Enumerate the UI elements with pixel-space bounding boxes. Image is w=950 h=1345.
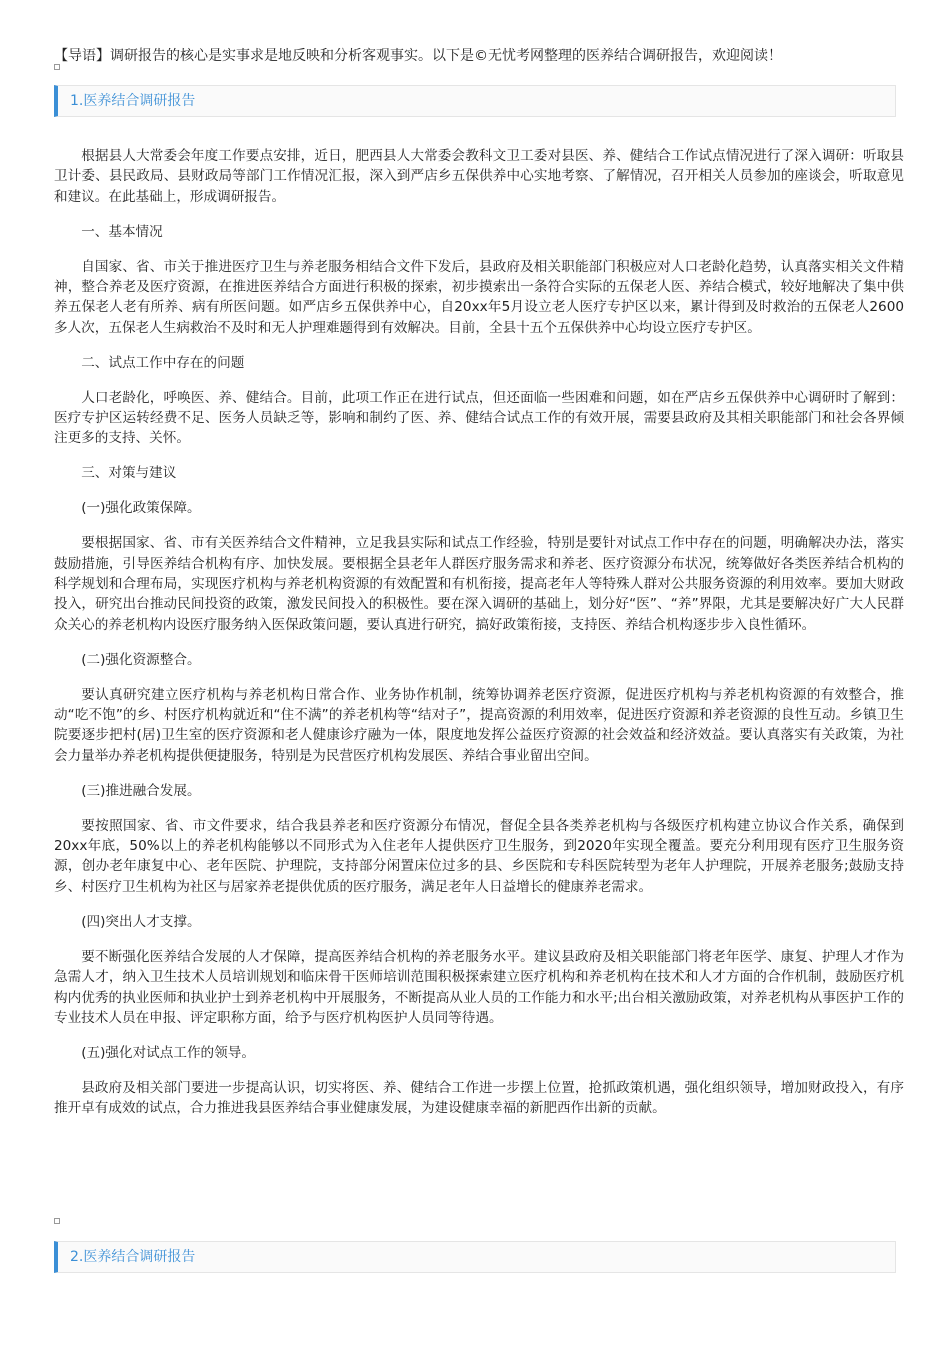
- subheading-talent: (四)突出人才支撑。: [81, 913, 201, 930]
- anchor-marker: [54, 1218, 60, 1224]
- section-title-2: 2.医养结合调研报告: [70, 1249, 196, 1265]
- subheading-policy: (一)强化政策保障。: [81, 500, 201, 517]
- paragraph-resources: 要认真研究建立医疗机构与养老机构日常合作、业务协作机制，统筹协调养老医疗资源，促进医疗机构与养老机构资源的有效整合，推动“吃不饱”的乡、村医疗机构就近和“住不满”的养老机构等“结对子”，提高资源的利用效率，促进医疗资源和养老资源的良性互动。乡镇卫生院要逐步把村(居)卫生室的医疗资源和老人健康诊疗融为一体，限度地发挥公益医疗资源的社会效益和经济效益。要认真落实有关政策，为社会力量举办养老机构提供便捷服务，特别是为民营医疗机构发展医、养结合事业留出空间。: [54, 686, 904, 764]
- paragraph-problems: 人口老龄化，呼唤医、养、健结合。目前，此项工作正在进行试点，但还面临一些困难和问题，如在严店乡五保供养中心调研时了解到：医疗专护区运转经费不足、医务人员缺乏等，影响和制约了医、养、健结合试点工作的有效开展，需要县政府及其相关职能部门和社会各界倾注更多的支持、关怀。: [54, 389, 904, 447]
- section-title-1: 1.医养结合调研报告: [70, 93, 196, 109]
- subheading-resources: (二)强化资源整合。: [81, 651, 201, 668]
- paragraph-basic-situation: 自国家、省、市关于推进医疗卫生与养老服务相结合文件下发后，县政府及相关职能部门积极应对人口老龄化趋势，认真落实相关文件精神，整合养老及医疗资源，在推进医养结合方面进行积极的探索，初步摸索出一条符合实际的五保老人医、养结合模式，较好地解决了集中供养五保老人老有所养、病有所医问题。如严店乡五保供养中心，自20xx年5月设立老人医疗专护区以来，累计得到及时救治的五保老人2600多人次，五保老人生病救治不及时和无人护理难题得到有效解决。目前，全县十五个五保供养中心均设立医疗专护区。: [54, 258, 904, 336]
- subheading-leadership: (五)强化对试点工作的领导。: [81, 1044, 255, 1061]
- heading-basic-situation: 一、基本情况: [81, 223, 163, 240]
- subheading-integration: (三)推进融合发展。: [81, 782, 201, 799]
- paragraph-policy: 要根据国家、省、市有关医养结合文件精神，立足我县实际和试点工作经验，特别是要针对试点工作中存在的问题，明确解决办法，落实鼓励措施，引导医养结合机构有序、加快发展。要根据全县老年人群医疗服务需求和养老、医疗资源分布状况，统筹做好各类医养结合机构的科学规划和合理布局，实现医疗机构与养老机构资源的有效配置和有机衔接，提高老年人等特殊人群对公共服务资源的利用效率。要加大财政投入，研究出台推动民间投资的政策，激发民间投入的积极性。要在深入调研的基础上，划分好“医”、“养”界限，尤其是要解决好广大人民群众关心的养老机构内设医疗服务纳入医保政策问题，要认真进行研究，搞好政策衔接，支持医、养结合机构逐步步入良性循环。: [54, 535, 904, 633]
- heading-suggestions: 三、对策与建议: [81, 465, 177, 482]
- report-body: [54, 146, 904, 1133]
- paragraph-intro: 根据县人大常委会年度工作要点安排，近日，肥西县人大常委会教科文卫工委对县医、养、健结合工作试点情况进行了深入调研：听取县卫计委、县民政局、县财政局等部门工作情况汇报，深入到严店乡五保供养中心实地考察、了解情况，召开相关人员参加的座谈会，听取意见和建议。在此基础上，形成调研报告。: [54, 148, 904, 205]
- paragraph-leadership: 县政府及相关部门要进一步提高认识，切实将医、养、健结合工作进一步摆上位置，抢抓政策机遇，强化组织领导，增加财政投入，有序推开卓有成效的试点，合力推进我县医养结合事业健康发展，为建设健康幸福的新肥西作出新的贡献。: [54, 1079, 904, 1117]
- paragraph-integration: 要按照国家、省、市文件要求，结合我县养老和医疗资源分布情况，督促全县各类养老机构与各级医疗机构建立协议合作关系，确保到20xx年底，50%以上的养老机构能够以不同形式为入住老年人提供医疗卫生服务，到2020年实现全覆盖。要充分利用现有医疗卫生服务资源，创办老年康复中心、老年医院、护理院，支持部分闲置床位过多的县、乡医院和专科医院转型为老年人护理院，开展养老服务;鼓励支持乡、村医疗卫生机构为社区与居家养老提供优质的医疗服务，满足老年人日益增长的健康养老需求。: [54, 817, 904, 895]
- paragraph-talent: 要不断强化医养结合发展的人才保障，提高医养结合机构的养老服务水平。建议县政府及相关职能部门将老年医学、康复、护理人才作为急需人才，纳入卫生技术人员培训规划和临床骨干医师培训范围积极探索建立医疗机构和养老机构在技术和人才方面的合作机制，鼓励医疗机构内优秀的执业医师和执业护士到养老机构中开展服务，不断提高从业人员的工作能力和水平;出台相关激励政策，对养老机构从事医护工作的专业技术人员在申报、评定职称方面，给予与医疗机构医护人员同等待遇。: [54, 948, 904, 1026]
- anchor-marker: [54, 64, 60, 70]
- section-header-2: [54, 1241, 896, 1273]
- section-header-1: [54, 85, 896, 117]
- intro-text: 【导语】调研报告的核心是实事求是地反映和分析客观事实。以下是©无忧考网整理的医养结合调研报告，欢迎阅读！: [54, 48, 782, 64]
- heading-problems: 二、试点工作中存在的问题: [81, 354, 245, 371]
